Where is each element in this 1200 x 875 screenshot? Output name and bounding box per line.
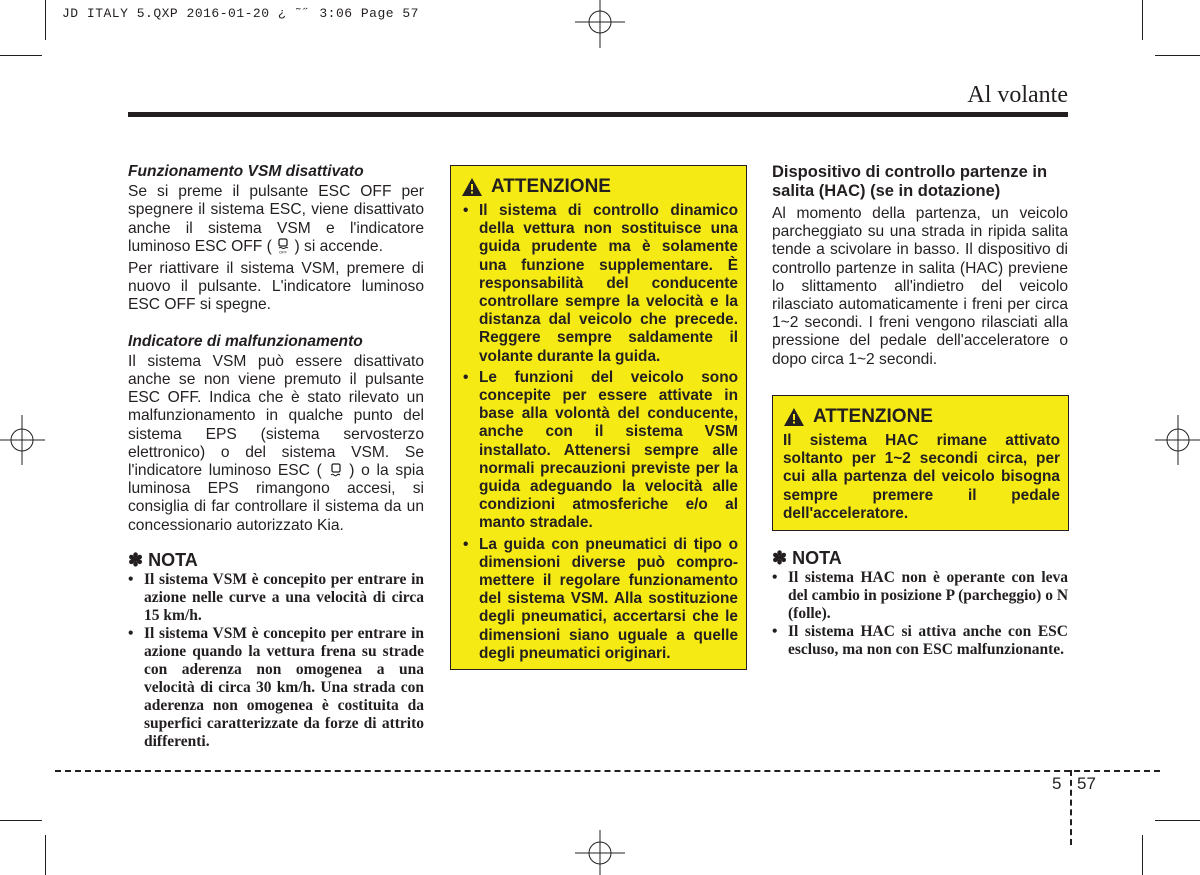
registration-mark-icon [570, 830, 630, 875]
footer-divider [1070, 770, 1072, 845]
crop-mark [0, 55, 42, 56]
list-item: • Il sistema HAC si attiva anche con ESC escluso, ma non con ESC malfunzionante. [772, 623, 1068, 659]
subheading-malfunction: Indicatore di malfunzionamento [128, 332, 363, 350]
nota-list [128, 571, 424, 751]
paragraph-hac: Al momento della partenza, un veicolo parcheggiato su una strada in ripida salita tende a scivolare in basso. Il dispositivo di controllo partenze in salita (HAC) previene lo slittamento all'indietro del veicolo rilasciato automaticamente i freni per circa 1~2 secondi. I freni vengono rilasciati alla pressione del pedale dell'acceleratore o dopo circa 1~2 secondi. [772, 205, 1068, 368]
warning-box-hac [772, 395, 1069, 531]
registration-mark-icon [0, 410, 45, 470]
crop-mark [45, 0, 46, 40]
warning-triangle-icon [461, 177, 483, 197]
list-item: • Il sistema HAC non è operante con leva del cambio in posizione P (parcheggio) o N (folle). [772, 569, 1068, 623]
warning-triangle-icon [783, 407, 805, 427]
nota-list [772, 569, 1068, 659]
crop-mark [0, 820, 42, 821]
header-rule [128, 112, 1068, 117]
print-slug: JD ITALY 5.QXP 2016-01-20 ¿ ˜˝ 3:06 Page 57 [62, 6, 419, 21]
list-item: • La guida con pneumatici di tipo o dimensioni diverse può compro-mettere il regolare funzionamento del sistema VSM. Alla sostituzione degli pneumatici, accertarsi che le dimensioni siano uguale a quelle degli pneumatici originari. [461, 536, 738, 663]
footer-rule [55, 770, 1160, 772]
warning-title: ATTENZIONE [491, 176, 611, 197]
warning-header [783, 406, 1060, 428]
heading-hac: Dispositivo di controllo partenze in salita (HAC) (se in dotazione) [772, 163, 1048, 200]
crop-mark [1155, 820, 1200, 821]
page-number: 57 [1077, 774, 1096, 793]
esc-indicator-icon [329, 462, 343, 478]
section-title: Al volante [967, 82, 1068, 108]
list-item: • Il sistema di controllo dinamico della vettura non sostituisce una guida prudente ma è solamente una funzione supplementare. È responsabilità del conducente controllare sempre la velocità e la distanza dal veicolo che precede. Reggere sempre saldamente il volante durante la guida. [461, 202, 738, 366]
crop-mark [1142, 835, 1143, 875]
list-item: • Il sistema VSM è concepito per entrare in azione quando la vettura frena su strade con aderenza non omogenea a una velocità di circa 30 km/h. Una strada con aderenza non omogenea è costituita da superfici caratterizzate da forze di attrito differenti. [128, 625, 424, 751]
paragraph-esc-off [128, 183, 424, 256]
column-right [772, 163, 1068, 369]
registration-mark-icon [1155, 410, 1200, 470]
column-left [128, 163, 424, 751]
warning-list [461, 202, 738, 663]
svg-text:OFF: OFF [279, 249, 288, 254]
paragraph-text: ) o la spia luminosa EPS rimangono accesi, si consiglia di far controllare il sistema da un concessionario autorizzato Kia. [128, 462, 425, 534]
paragraph-text: ) si accende. [294, 237, 383, 255]
warning-box [450, 165, 747, 670]
nota-title: ✽ NOTA [772, 548, 842, 568]
esc-off-indicator-icon [276, 238, 290, 254]
subheading-vsm-off: Funzionamento VSM disattivato [128, 163, 364, 180]
paragraph-text: Il sistema VSM può essere disattivato anche se non viene premuto il pulsante ESC OFF. Indica che è stato rilevato un malfunzionamento in qualche punto del sistema EPS (sistema servosterzo elettronico) o del sistema VSM. Se l'indicatore luminoso ESC ( [128, 352, 424, 480]
list-item: • Il sistema VSM è concepito per entrare in azione nelle curve a una velocità di circa 15 km/h. [128, 571, 424, 625]
crop-mark [45, 835, 46, 875]
paragraph-malfunction [128, 353, 424, 535]
nota-right [772, 549, 1068, 659]
warning-header [461, 176, 738, 198]
paragraph-reactivate: Per riattivare il sistema VSM, premere di nuovo il pulsante. L'indicatore luminoso ESC OFF si spegne. [128, 260, 424, 314]
registration-mark-icon [570, 0, 630, 50]
paragraph-text: Se si preme il pulsante ESC OFF per spegnere il sistema ESC, viene disattivato anche il sistema VSM e l'indicatore luminoso ESC OFF ( [128, 183, 424, 255]
warning-text: Il sistema HAC rimane attivato soltanto per 1~2 secondi circa, per cui alla partenza del veicolo bisogna sempre premere il pedale dell'acceleratore. [783, 432, 1060, 522]
nota-title: ✽ NOTA [128, 549, 198, 570]
crop-mark [1142, 0, 1143, 40]
warning-title: ATTENZIONE [813, 406, 933, 427]
list-item: • Le funzioni del veicolo sono concepite per essere attivate in base alla volontà del conducente, anche con il sistema VSM installato. Attenersi sempre alle normali precauzioni previste per la guida adeguando la velocità alle condizioni atmosferiche e/o al manto stradale. [461, 369, 738, 533]
crop-mark [1155, 55, 1200, 56]
chapter-number: 5 [1052, 774, 1062, 793]
